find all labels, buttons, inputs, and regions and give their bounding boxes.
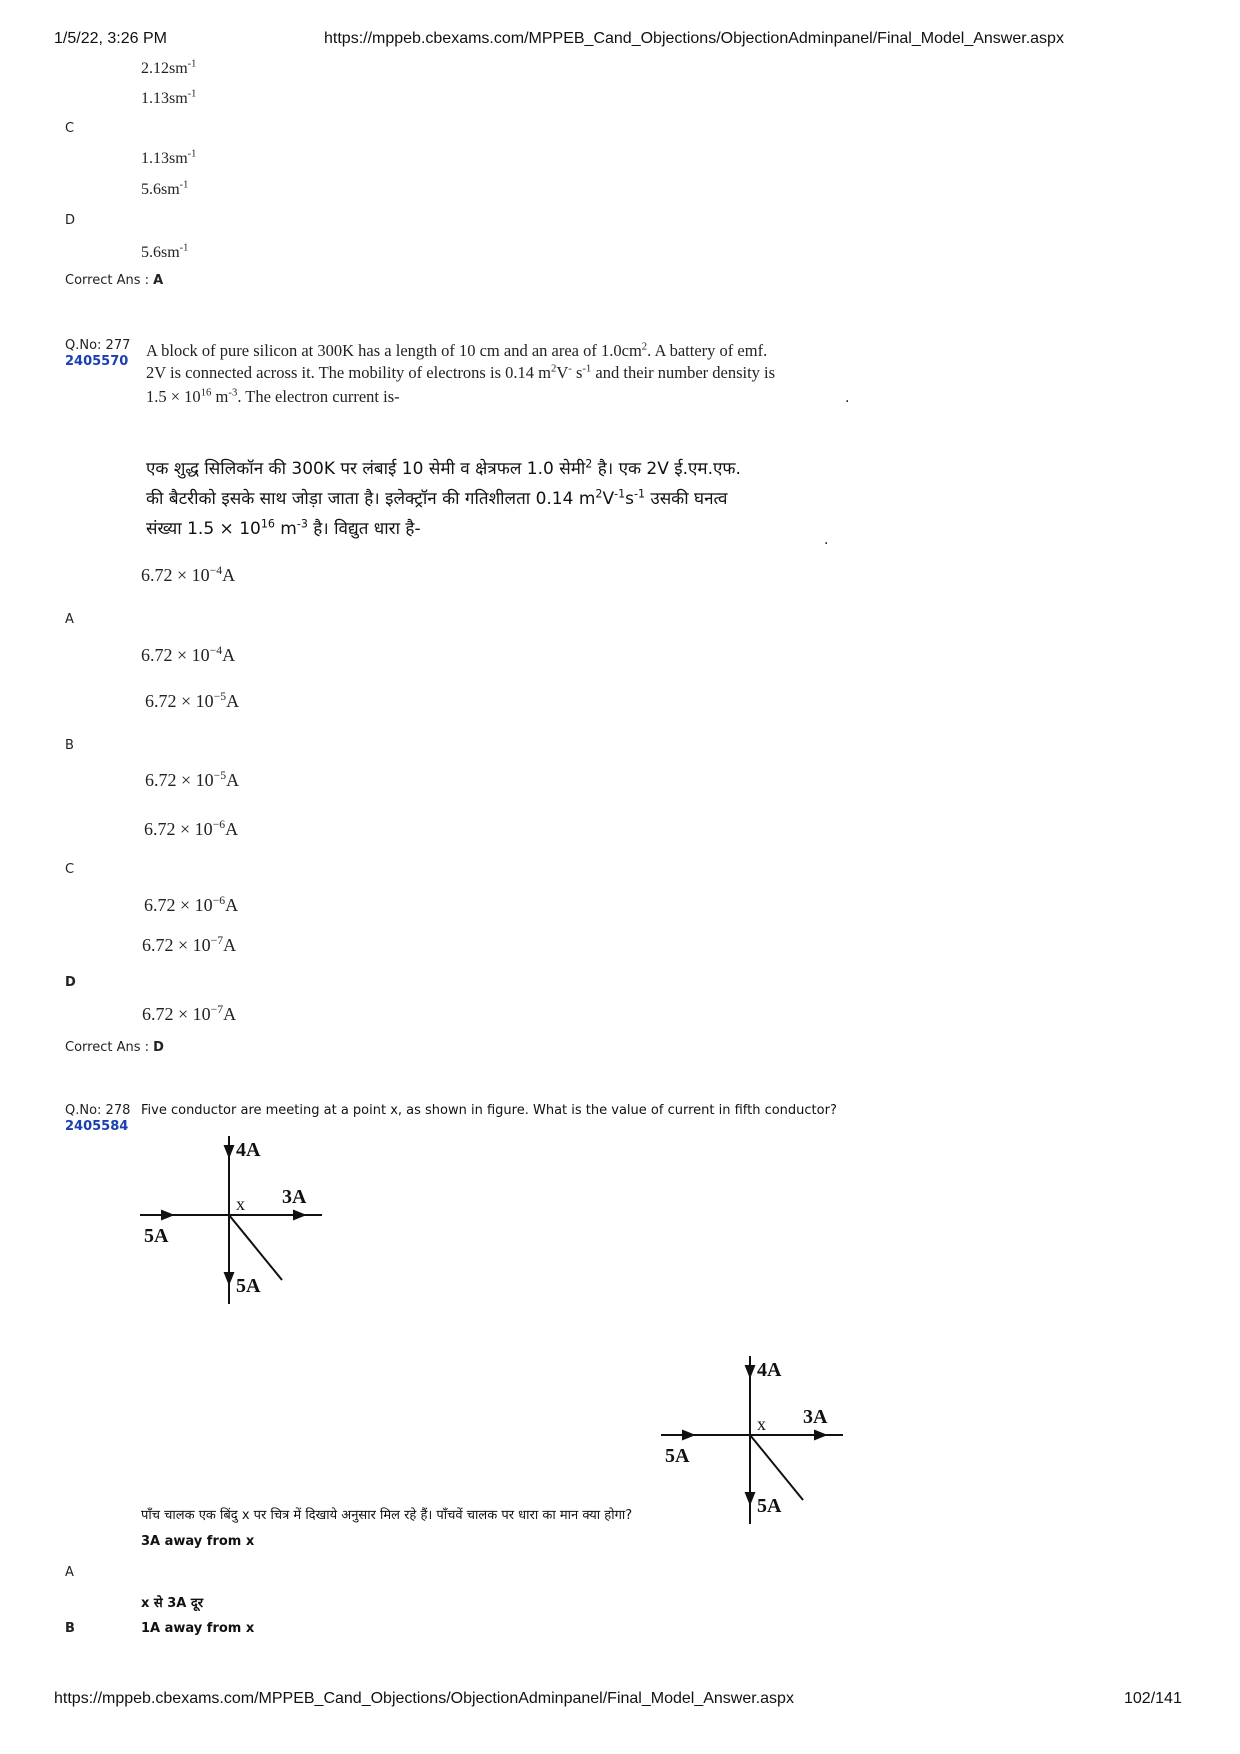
q277-opt-a-hi: $6.72 \times 10^{-4}A$: [141, 564, 236, 585]
footer-url: https://mppeb.cbexams.com/MPPEB_Cand_Objections/ObjectionAdminpanel/Final_Model_Answer.aspx: [54, 1690, 794, 1707]
prev-opt-c-first: $1.13sm^{-1}$: [141, 88, 197, 107]
print-datetime: 1/5/22, 3:26 PM: [54, 30, 167, 47]
fig2-label-right: 3A: [803, 1406, 828, 1428]
fig1-label-bottom: 5A: [236, 1275, 261, 1297]
q277-dot-2: .: [824, 532, 829, 548]
q277-label-d: D: [65, 975, 76, 990]
q277-label-c: C: [65, 862, 75, 877]
fig1-arrow-top: [225, 1146, 233, 1156]
q277-opt-b-hi: $6.72 \times 10^{-5}A$: [145, 690, 240, 711]
fig2-arrow-left: [683, 1431, 693, 1439]
q278-figure-en: [132, 1132, 332, 1307]
q278-opt-a-en: 3A away from x: [141, 1534, 255, 1549]
q277-label-b: B: [65, 738, 74, 753]
fig1-label-right: 3A: [282, 1186, 307, 1208]
q278-label-a: A: [65, 1565, 74, 1580]
q278-opt-b-en: 1A away from x: [141, 1621, 255, 1636]
fig2-arrow-bottom: [746, 1493, 754, 1503]
q277-text-en: A block of pure silicon at 300K has a length of 10 cm and an area of $1.0cm^2$. A battery of emf. 2V is connected across it. The mobility of electrons is 0.14 $m^2V^-$ $s^{-1}$ and their number density is $1.5 \times 10^{16}$ $m^{-3}$. The electron current is-: [146, 340, 776, 406]
fig1-arrow-right: [294, 1211, 304, 1219]
q278-figure-hi: [653, 1352, 853, 1527]
q277-dot-1: .: [845, 390, 850, 406]
q278-text-en: Five conductor are meeting at a point x, as shown in figure. What is the value of current in fifth conductor?: [141, 1103, 837, 1118]
q277-label-a: A: [65, 612, 74, 627]
fig2-arrow-right: [815, 1431, 825, 1439]
fig2-arrow-top: [746, 1366, 754, 1376]
prev-correct-answer: Correct Ans : A: [65, 273, 164, 288]
q278-text-hi: पाँच चालक एक बिंदु x पर चित्र में दिखाये अनुसार मिल रहे हैं। पाँचवें चालक पर धारा का मान क्या होगा?: [141, 1508, 633, 1523]
q277-opt-b: $6.72 \times 10^{-5}A$: [145, 769, 240, 790]
q278-id: 2405584: [65, 1119, 129, 1134]
fig1-label-node: x: [236, 1194, 245, 1214]
q278-opt-a-hi: x से 3A दूर: [141, 1596, 204, 1611]
fig2-label-bottom: 5A: [757, 1495, 782, 1517]
prev-label-c: C: [65, 121, 75, 136]
q277-correct-answer: Correct Ans : D: [65, 1040, 164, 1055]
q277-opt-c: $6.72 \times 10^{-6}A$: [144, 894, 239, 915]
prev-opt-d-first: $5.6sm^{-1}$: [141, 179, 189, 198]
fig1-arrow-bottom: [225, 1273, 233, 1283]
q277-id: 2405570: [65, 354, 129, 369]
q277-opt-a: $6.72 \times 10^{-4}A$: [141, 644, 236, 665]
q277-text-hi: एक शुद्ध सिलिकॉन की 300K पर लंबाई 10 सेमी व क्षेत्रफल 1.0 सेमी$^2$ है। एक 2V ई.एम.एफ. की बैटरीको इसके साथ जोड़ा जाता है। इलेक्ट्रॉन की गतिशीलता 0.14 $m^2V^{-1}s^{-1}$ उसकी घनत्व संख्या $1.5 \times 10^{16}$ $m^{-3}$ है। विद्युत धारा है-: [146, 457, 741, 539]
prev-opt-c-tail: $1.13sm^{-1}$: [141, 148, 197, 167]
prev-opt-d-tail: $5.6sm^{-1}$: [141, 242, 189, 261]
fig1-arrow-left: [162, 1211, 172, 1219]
prev-opt-b-tail: $2.12sm^{-1}$: [141, 58, 197, 77]
fig2-label-node: x: [757, 1414, 766, 1434]
q277-opt-d: $6.72 \times 10^{-7}A$: [142, 1003, 237, 1024]
fig2-label-top: 4A: [757, 1359, 782, 1381]
fig1-label-left: 5A: [144, 1225, 169, 1247]
fig2-label-left: 5A: [665, 1445, 690, 1467]
q278-number: Q.No: 278: [65, 1103, 131, 1118]
fig1-diagonal-conductor: [229, 1215, 282, 1280]
fig2-diagonal-conductor: [750, 1435, 803, 1500]
q278-label-b: B: [65, 1621, 75, 1636]
print-url: https://mppeb.cbexams.com/MPPEB_Cand_Objections/ObjectionAdminpanel/Final_Model_Answer.aspx: [324, 30, 1064, 47]
page-number: 102/141: [1124, 1690, 1182, 1707]
prev-label-d: D: [65, 213, 76, 228]
q277-opt-c-hi: $6.72 \times 10^{-6}A$: [144, 818, 239, 839]
q277-number: Q.No: 277: [65, 338, 131, 353]
fig1-label-top: 4A: [236, 1139, 261, 1161]
q277-opt-d-hi: $6.72 \times 10^{-7}A$: [142, 934, 237, 955]
